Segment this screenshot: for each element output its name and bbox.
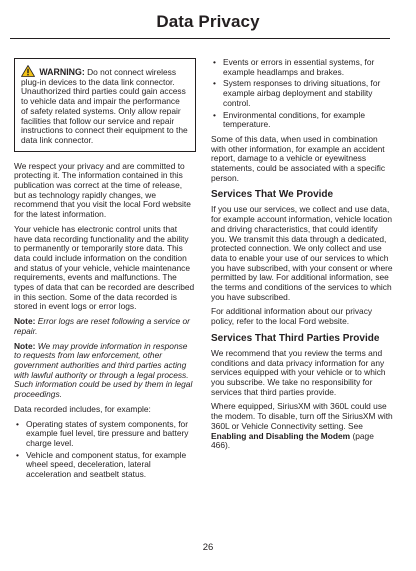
warning-label: WARNING: — [39, 67, 85, 77]
left-column — [14, 58, 196, 485]
privacy-policy-paragraph: For additional information about our privacy policy, refer to the local Ford website. — [211, 306, 373, 327]
data-recorded-list — [14, 420, 196, 480]
warning-text: Do not connect wireless plug-in devices to the data link connector. Unauthorized third parties could gain access to vehicle data and impair the performance of safety related systems. Only allow repair facilities that follow our service and repair instructions to connect their equipment to the data link connector. — [21, 67, 188, 145]
bullet-icon: • — [213, 109, 216, 120]
section-heading-our-services: Services That We Provide — [211, 189, 334, 201]
siriusxm-text: Where equipped, SiriusXM with 360L could use the modem. To disable, turn off the SiriusXM with 360L or Vehicle Connectivity setting. See — [211, 401, 393, 431]
list-item — [211, 111, 394, 130]
right-column — [211, 58, 394, 456]
list-item — [14, 420, 196, 449]
page-reference: (page 466). — [211, 430, 374, 451]
page-title: Data Privacy — [156, 12, 260, 31]
bullet-icon: • — [213, 57, 216, 67]
note-error-logs — [14, 317, 196, 336]
list-item — [14, 451, 196, 480]
specific-person-paragraph: Some of this data, when used in combination with other information, for example an accident report, damage to a vehicle or eyewitness statements, could be associated with a specific person. — [211, 133, 386, 183]
bullet-icon: • — [16, 418, 19, 429]
third-parties-paragraph: We recommend that you review the terms and conditions and data privacy information for any services equipped with your vehicle or to which you subscribe. We take no responsibility for services that third parties provide. — [211, 347, 386, 397]
header-divider — [10, 38, 390, 39]
bullet-icon: • — [16, 449, 19, 460]
list-item — [211, 79, 394, 108]
warning-box — [14, 58, 196, 152]
section-heading-third-parties: Services That Third Parties Provide — [211, 332, 380, 344]
list-item-text: Operating states of system components, for example fuel level, tire pressure and battery charge level. — [26, 418, 189, 448]
list-item-text: Events or errors in essential systems, for example headlamps and brakes. — [223, 57, 375, 77]
note-label: Note: — [14, 340, 36, 351]
note-label: Note: — [14, 316, 36, 327]
modem-reference-link[interactable]: Enabling and Disabling the Modem — [211, 430, 351, 441]
warning-content — [21, 65, 189, 146]
data-recording-paragraph: Your vehicle has electronic control units that have data recording functionality and the ability to permanently or temporarily store data. This data could include information on the condition and status of your vehicle, vehicle maintenance requirements, events and malfunctions. The types of data that can be recorded are described in this section. Some of the data recorded is stored in event logs or error logs. — [14, 223, 195, 312]
warning-triangle-icon — [21, 65, 35, 77]
privacy-intro-paragraph: We respect your privacy and are committed to protecting it. The information contained in this publication was correct at the time of release, but as technology rapidly changes, we recommend that you visit the local Ford website for the latest information. — [14, 160, 191, 220]
page-header — [0, 0, 416, 40]
note-text: Error logs are reset following a service or repair. — [14, 316, 190, 336]
page-number: 26 — [202, 542, 214, 553]
data-recorded-intro: Data recorded includes, for example: — [14, 403, 151, 414]
note-law-enforcement — [14, 342, 196, 400]
note-text: We may provide information in response to requests from law enforcement, other government authorities and third parties acting with lawful authority or through a legal process. Such information could be used by them in legal proceedings. — [14, 340, 193, 400]
our-services-paragraph: If you use our services, we collect and use data, for example account information, vehicle location and driving characteristics, that could identify you. We transmit this data through a dedicated, protected connection. We only collect and use data to enable your use of our services to which you have subscribed, with your consent or where permitted by law. For additional information, see the terms and conditions of the services to which you have subscribed. — [211, 204, 393, 302]
list-item-text: Vehicle and component status, for example wheel speed, deceleration, lateral acceleration and seatbelt status. — [26, 449, 187, 480]
list-item — [211, 58, 394, 77]
list-item-text: Environmental conditions, for example temperature. — [223, 109, 365, 130]
bullet-icon: • — [213, 78, 216, 89]
siriusxm-paragraph — [211, 402, 394, 451]
list-item-text: System responses to driving situations, for example airbag deployment and stability control. — [223, 78, 381, 108]
data-recorded-list-continued — [211, 58, 394, 130]
